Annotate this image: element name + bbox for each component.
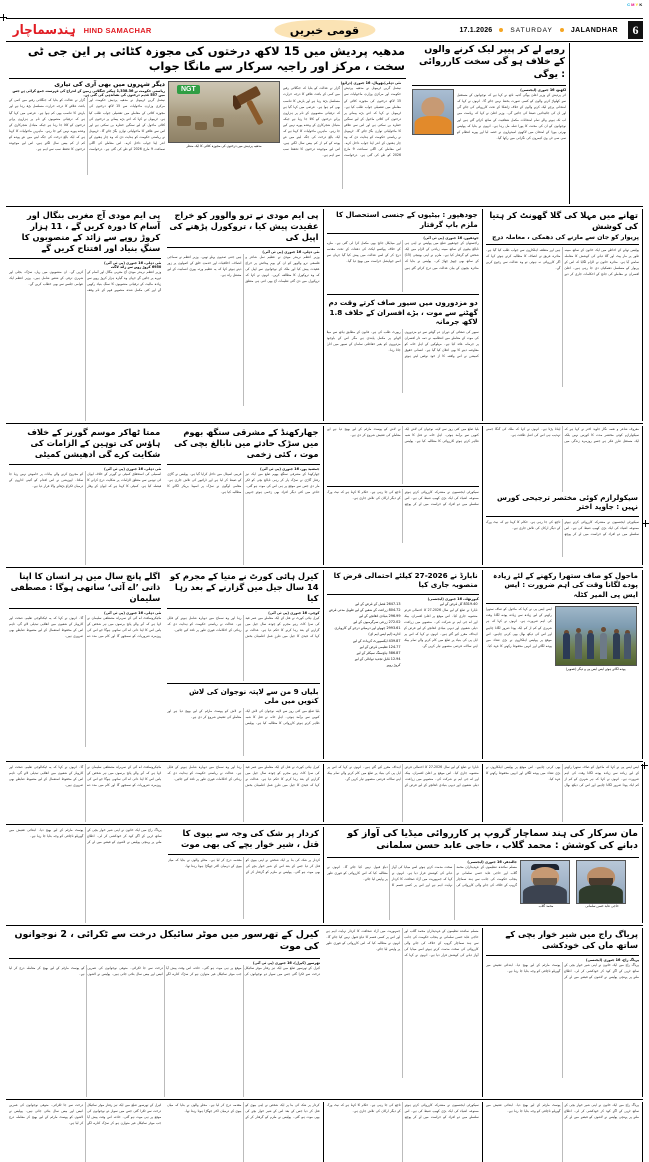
page-number: 6 [628,21,643,39]
nabard-dateline: کپورتھلہ، 16 جنوری (ایجنسی) [427,596,479,601]
environment-photo [555,606,637,666]
face-head [421,97,444,117]
bhairav-body: پریاگ راج میں ایک خاتون نے اپنی شیر خوار بچی کے ساتھ ٹرین کے آگے کود کر خودکشی کر لی۔ اطلاع ملنے پر پہنچی پولیس نے لاشوں کو قبضے میں لے کر پوسٹ مارٹم کے لیے بھیج دیا۔ ابتدائی تفتیش میں گھریلو ناچاقی کو وجہ بتایا جا رہا ہے۔ [485,962,639,979]
band-rule-3 [6,567,643,568]
band-7 [6,928,643,1097]
environment-photo-caption: پودے لگاتے ہوئے ایس ایس پی و دیگر (تصویر) [565,666,626,671]
sewer-body: سیور کی صفائی کے دوران دم گھٹنے سے دو مزدوروں کی موت کے معاملے میں انتظامیہ نے ذمہ دار افسران پر جرمانہ عائد کیا ہے۔ مہلوکین کے اہلِ خانہ کو معاوضہ دینے کا بھی اعلان کیا گیا ہے۔ انسانی حقوق کمیشن نے اس واقعہ کا از خود نوٹس لیتے ہوئے رپورٹ طلب کی ہے۔ قانون کے مطابق ہاتھ سے میلا اٹھانے پر مکمل پابندی ہے مگر اس کے باوجود مزدوروں کو بغیر حفاظتی سامان کے سیور میں اتارا جاتا رہا۔ [326,329,479,359]
nabard-block [324,570,483,759]
lead-photo [168,81,280,143]
rule [327,857,639,858]
figure-label: کل قرض کے لیے [439,601,463,606]
edition-city: JALANDHAR [570,26,618,34]
band-4 [6,570,643,759]
lead-story-block [6,43,409,204]
maan-sarkari-dateline: جالندھر، 16 جنوری (ایجنسی) [467,859,517,864]
person-head-icon [601,627,606,632]
jodhpur-body: راجستھان کے جودھپور ضلع میں پولیس نے اپنی ہی نابالغ بیٹیوں کے ساتھ مبینہ زیادتی کے الزام میں ایک شخص کو گرفتار کیا ہے۔ ملزم نے اپنی بھتیجی (15) کے ساتھ بھی چھیڑ چھاڑ کی۔ پولیس نے بتایا کہ متاثرہ بچیوں کے بیان عدالت میں درج کرائے گئے ہیں اور میڈیکل جانچ بھی مکمل کرا لی گئی ہے۔ ملزم کے خلاف پوکسو ایکٹ کی دفعات کے تحت مقدمہ درج کر کے اسے عدالت میں پیش کیا گیا جہاں سے اسے جوڈیشل حراست میں بھیج دیا گیا۔ [326,241,479,270]
band5-body-4: ایس ایس پی نے کہا کہ ماحول کو صاف ستھرا رکھنے کے لیے زیادہ سے زیادہ پودے لگانا وقت کی اہم ضرورت ہے۔ انہوں نے کہا کہ ہر شہری کو کم از کم ایک پودا ضرور لگانا چاہیے اور اس کی دیکھ بھال بھی کرنی چاہیے۔ اس موقع پر پولیس اہلکاروں نے بڑی تعداد میں پودے لگائے اور انہیں محفوظ رکھنے کا عہد کیا۔ [485,764,639,788]
jodhpur-dateline: جودھپور، 16 جنوری (پی ٹی آئی) [423,236,479,241]
figure-value: 124.77 [388,644,401,649]
cmyk-k: K [639,2,643,7]
maan-sarkari-block [324,827,643,923]
portrait-face [521,861,569,903]
figure-label: تعلیمی قرض کے لیے [359,644,388,649]
police-station-block [483,209,643,421]
band8-col2 [164,1102,323,1162]
band3-misc-body: بلیا ضلع میں کئی روز سے لاپتہ نوجوان کی لاش ایک کنویں سے برآمد ہوئی۔ اہلِ خانہ نے قتل کا شبہ ظاہر کرتے ہوئے کارروائی کا مطالبہ کیا ہے۔ پولیس نے لاش کو پوسٹ مارٹم کے لیے بھیج دیا ہے اور معاملے کی تفتیش شروع کر دی ہے۔ [326,426,479,444]
figure-label: فصل کے قرض کے لیے [355,601,386,606]
band3-misc-block [324,426,483,565]
maan-photo-2 [576,860,626,904]
band8-col4 [483,1102,643,1162]
maan-photo-1-caption: محمد گلاب [538,904,554,909]
band-3 [6,426,643,565]
rule [9,78,406,79]
mamta-block [6,426,164,565]
yogi-story-block [409,43,570,204]
figure-value: 8319.40 [463,601,478,606]
modi-bengal-body: وزیر اعظم نریندر مودی آج مغربی بنگال اور آسام کے دورے پر جائیں گے جہاں وہ گیارہ ہزار کروڑ روپے سے زیادہ مالیت کے ترقیاتی منصوبوں کا سنگِ بنیاد رکھیں گے اور کئی مکمل شدہ منصوبے قوم کے نام وقف کریں گے۔ ان منصوبوں میں ریل، سڑک، بجلی اور شہری ترقی کے شعبے شامل ہیں۔ وزیر اعظم ایک عوامی جلسے سے بھی خطاب کریں گے۔ [9,269,162,293]
band-rule-5 [6,824,643,825]
band-6 [6,827,643,923]
lead-photo-caption: مدھیہ پردیش میں درختوں کی مجوزہ کٹائی کا ایک منظر [186,143,262,148]
band6-body-1: پریاگ راج میں ایک خاتون نے اپنی شیر خوار بچی کے ساتھ ٹرین کے آگے کود کر خودکشی کر لی۔ اطلاع ملنے پر پہنچی پولیس نے لاشوں کو قبضے میں لے کر پوسٹ مارٹم کے لیے بھیج دیا۔ ابتدائی تفتیش میں گھریلو ناچاقی کو وجہ بتایا جا رہا ہے۔ [9,827,162,845]
band5-col4 [483,764,643,822]
mustafa-block [6,570,164,759]
kirdar-body: کردار پر شک کی بنا پر ایک شخص نے اپنی بیوی کو قتل کر دیا جس کے بعد اس کے شیر خوار بچے کی بھی موت ہو گئی۔ پولیس نے ملزم کو گرفتار کر کے مقدمہ درج کر لیا ہے۔ محلے والوں نے بتایا کہ میاں بیوی کے درمیان اکثر جھگڑا ہوتا رہتا تھا۔ [167,857,320,874]
lead-body-right: نیشنل گرین ٹریبونل نے مدھیہ پردیش حکومت اور مرکزی وزارتِ ماحولیات سے 15 لاکھ درختوں کی مجوزہ کٹائی کے معاملے میں تفصیلی جواب طلب کیا ہے۔ ٹریبونل نے کہا کہ اتنے بڑے پیمانے پر درختوں کی کٹائی ماحول کے لیے سنگین خطرہ بن سکتی ہے اور اس سے علاقے کا ماحولیاتی توازن بگڑ جائے گا۔ ٹریبونل نے ریاستی حکومت کو ہدایت دی کہ وہ چار ہفتوں کے اندر اپنا جواب داخل کرے۔ اس معاملے کی اگلی سماعت 9 مارچ 2026 کو طے کی گئی ہے۔ درخواست گزار نے عدالت کو بتایا کہ جنگلاتی رقبے میں کمی کے باعث علاقے کا درجہ حرارت مسلسل بڑھ رہا ہے اور بارش کا تناسب بھی کم ہوا ہے۔ عرضی میں کہا گیا ہے کہ ترقیاتی منصوبوں کے نام پر ہزاروں پرانے درختوں کو کاٹا جا رہا ہے جبکہ متبادل شجرکاری کے وعدے پورے نہیں کیے جا رہے۔ ماہرینِ ماحولیات کا کہنا ہے کہ ایک بالغ درخت کی جگہ لینے میں نئے پودے کو کم از کم بیس سال لگتے ہیں، اس لیے موجودہ درختوں کا تحفظ سب سے اہم ہے۔ [283,86,401,158]
jharkhand-body: جھارکھنڈ کے مشرقی سنگھ بھوم ضلع میں ایک تیز رفتار گاڑی نے سڑک پار کر رہی نابالغ بچی کو ٹکر مار دی جس سے موقع پر ہی اس کی موت ہو گئی۔ حادثے میں کئی دیگر افراد بھی زخمی ہوئے جنہیں قریبی اسپتال میں داخل کرایا گیا ہے۔ پولیس نے گاڑی کو ضبط کر لیا ہے اور ڈرائیور کی تلاش جاری ہے۔ مقامی لوگوں نے سڑک پر اسپیڈ بریکر لگانے کا مطالبہ کیا ہے۔ [167,471,320,495]
secularism-body: سیکورٹی ایجنسیوں نے مشترکہ کارروائی کرتے ہوئے ممنوعہ اشیاء کی ایک بڑی کھیپ ضبط کی ہے۔ اس سلسلے میں دو افراد کو حراست میں لے کر پوچھ تاچھ کی جا رہی ہے۔ حکام کا کہنا ہے کہ نیٹ ورک کے دیگر ارکان کی تلاش جاری ہے۔ [485,519,639,537]
band8-col1 [6,1102,164,1162]
figure-label: بنیادی ڈھانچے کے لیے [359,614,388,619]
environment-body: ایس ایس پی نے کہا کہ ماحول کو صاف ستھرا رکھنے کے لیے زیادہ سے زیادہ پودے لگانا وقت کی اہم ضرورت ہے۔ انہوں نے کہا کہ ہر شہری کو کم از کم ایک پودا ضرور لگانا چاہیے اور اس کی دیکھ بھال بھی کرنی چاہیے۔ اس موقع پر پولیس اہلکاروں نے بڑی تعداد میں پودے لگائے اور انہیں محفوظ رکھنے کا عہد کیا۔ [485,607,552,648]
lead-dateline: نئی دہلی/بھوپال، 16 جنوری (ذرائع) [340,81,401,86]
face-torso [579,885,623,903]
rule [167,247,319,248]
police-station-headline: تھانے میں مہلا کی گلا گھونٹ کر ہتیا کی کوشش [489,210,638,232]
person-figure [624,633,631,659]
section-badge [274,20,375,40]
figure-value: 296.99 [388,614,401,619]
masthead [6,18,643,42]
rule [167,464,319,465]
tree-stump-2 [195,122,207,130]
figure-label: قابلِ تجدید توانائی کے لیے [354,656,390,661]
band-rule-1 [6,206,643,207]
publication-day: SATURDAY [510,26,553,34]
figure-row [327,625,401,637]
tree-stump-3 [213,118,224,127]
band5-col3 [324,764,483,822]
kerala-death-body: کیرل کے تھرسور ضلع میں ایک تیز رفتار موٹر سائیکل درخت سے ٹکرا گئی جس میں سوار دو نوجوانوں کی موقع پر ہی موت ہو گئی۔ حادثہ اس وقت پیش آیا جب موٹر سائیکل غیر متوازن ہو کر سڑک کنارے لگے درخت سے جا ٹکرائی۔ متوفی نوجوانوں کی عمریں انیس اور بیس سال بتائی جاتی ہیں۔ پولیس نے لاشوں کو پوسٹ مارٹم کے لیے بھیج کر معاملہ درج کر لیا ہے۔ [9,965,320,976]
jharkhand-dateline: جمشید پور، 16 جنوری (پی ٹی آئی) [260,466,320,471]
kerala-hc-headline: کیرل ہائی کورٹ نے متیا کے مجرم کو 14 سال جیل میں گزارنے کے بعد رہا کیا [170,570,319,603]
portrait-face [577,861,625,903]
mustafa-dateline: نئی دہلی، 16 جنوری (پی ٹی آئی) [104,610,162,615]
lead-headline: مدھیہ پردیش میں 15 لاکھ درختوں کی مجوزہ کٹائی پر این جی ٹی سخت ، مرکز اور راجیہ سرکار سے مانگا جواب [27,44,405,74]
top-band [6,43,643,204]
mamta-dateline: نئی دہلی، 16 جنوری (پی ٹی آئی) [104,466,162,471]
rule [327,294,479,295]
rule [168,854,321,855]
modi-bengal-headline: پی ایم مودی آج مغربی بنگال اور آسام کا دورہ کریں گے ، 11 ہزار کروڑ روپے سے زائد کے منصوبوں کا سنگِ بنیاد اور افتتاح کریں گے [21,210,161,254]
figure-value: 586.87 [388,650,401,655]
jodhpur-block [324,209,483,421]
masthead-logo-urdu: ہِندسماچار [12,22,76,38]
tree-stump [177,116,191,126]
nabard-headline: نابارڈ نے 2026-27 کیلئے احتمالی قرض کا منصوبہ جاری کیا [333,570,478,590]
figure-label: زراعت کے شعبے کے لیے طویل مدتی قرض [328,607,388,612]
band5-body-2: کیرل ہائی کورٹ نے قتل کے ایک معاملے میں عمر قید کی سزا کاٹ رہے مجرم کو چودہ سال جیل میں گزارنے کے بعد رہا کرنے کا حکم دیا ہے۔ عدالت نے کہا کہ قیدی کا جیل میں طرزِ عمل اطمینان بخش رہا اور وہ سماج میں دوبارہ شامل ہونے کے قابل ہے۔ عدالت نے ریاستی حکومت کو ہدایت دی کہ رہائی کے احکامات فوری طور پر نافذ کیے جائیں۔ [167,764,320,788]
masthead-logo-english: HIND SAMACHAR [83,25,152,35]
maan-photo-1 [520,860,570,904]
mamta-headline: ممتا ٹھاکر موسم گورنر کے خلاف ہاؤس کی توہین کے الزامات کی شکایت کرے گی ادھیشن کمیٹی [27,426,161,459]
lead-subheading: دیگر شہروں میں بھی آری کی تیاری [54,81,165,89]
figure-value: 2647.13 [386,601,401,606]
rule [412,85,566,86]
cmyk-y: Y [635,2,639,7]
band5-col1 [6,764,164,822]
figure-label: ایکسپورٹ کریڈٹ کے لیے [352,638,388,643]
portrait-face [413,90,453,134]
band8-col3 [324,1102,483,1162]
rule [486,516,639,517]
gavel-icon [233,86,273,132]
band3-misc-body-2: سیکورٹی ایجنسیوں نے مشترکہ کارروائی کرتے ہوئے ممنوعہ اشیاء کی ایک بڑی کھیپ ضبط کی ہے۔ اس سلسلے میں دو افراد کو حراست میں لے کر پوچھ تاچھ کی جا رہی ہے۔ حکام کا کہنا ہے کہ نیٹ ورک کے دیگر ارکان کی تلاش جاری ہے۔ [326,489,479,507]
face-robe [415,116,452,134]
nabard-body: نابارڈ نے ضلع کے لیے سال 2026-27 کا احتمالی قرض منصوبہ جاری کیا۔ اس موقع پر اعلیٰ افسران، بینک اور اے جی ایم نے شرکت کی۔ منصوبے میں زراعت، ذیلی شعبوں اور دیہی بنیادی ڈھانچے کے لیے قرض کے اہداف مقرر کیے گئے ہیں۔ انہوں نے کہا کہ اس پی ایل پی کی بنیاد پر ضلع میں کام کرنے والے تمام بینک اپنے سالانہ قرضی منصوبے تیار کریں گے۔ [403,607,478,649]
police-station-body: پولیس تھانے کے احاطے میں ایک خاتون کے ساتھ مبینہ طور پر مار پیٹ اور گلا دبانے کی کوشش کا معاملہ سامنے آیا ہے۔ متاثرہ خاتون نے الزام لگایا کہ اس کے پریوار کو مسلسل دھمکیاں دی جا رہی ہیں۔ اعلیٰ افسران نے معاملے کی جانچ کے احکامات جاری کر دیے ہیں اور متعلقہ اہلکاروں سے جواب طلب کیا گیا ہے۔ متاثرہ فریق نے انصاف کا مطالبہ کرتے ہوئے کہا کہ اگر کارروائی نہ ہوئی تو وہ عدالت سے رجوع کریں گے۔ [485,248,639,277]
section-badge-label: قومی خبریں [289,24,360,37]
kirdar-headline: کردار پر شک کی وجہ سے بیوی کا قتل ، شیر خوار بچے کی بھی موت [181,827,319,849]
rule [9,958,320,959]
bhairav-block [483,928,644,1097]
yogi-photo [412,89,454,135]
kerala-hc-block [164,570,323,759]
figure-value: 2993.61 [386,626,401,631]
band8-body-2: کردار پر شک کی بنا پر ایک شخص نے اپنی بیوی کو قتل کر دیا جس کے بعد اس کے شیر خوار بچے کی بھی موت ہو گئی۔ پولیس نے ملزم کو گرفتار کر کے مقدمہ درج کر لیا ہے۔ محلے والوں نے بتایا کہ میاں بیوی کے درمیان اکثر جھگڑا ہوتا رہتا تھا۔ [167,1102,320,1119]
rule [167,683,319,684]
rule [486,603,639,604]
rule [9,464,161,465]
band7-body-3: مسلم نمائندہ تنظیموں کے عہدیداران محمد گلاب اور حاجی عابد حسن سلمانی نے پنجاب حکومت کی جانب سے ہند سماچار گروپ کے خلاف کی جانے والی کارروائی کی سخت مذمت کرتے ہوئے اسے میڈیا کی آواز دبانے کی کوشش قرار دیا ہے۔ انہوں نے کہا کہ جمہوریت میں آزاد صحافت کا کردار نہایت اہم ہے اور اس پر کسی قسم کا دباؤ قبول نہیں کیا جائے گا۔ انہوں نے مطالبہ کیا کہ اس کارروائی کو فوری طور پر واپس لیا جائے۔ [326,928,479,958]
maan-sarkari-headline: مان سرکار کی ہند سماچار گروپ پر کارروائی میڈیا کی آواز کو دبانے کی کوشش : محمد گلاب ، حاجی عابد حسن سلمانی [347,827,638,852]
jodhpur-headline: جودھپور : بیٹیوں کے جنسی استحصال کا ملزم باپ گرفتار [336,210,478,229]
figure-value: 272.02 [388,620,401,625]
nabard-figures-list [327,601,401,668]
figure-unit: کروڑ روپے [386,663,401,668]
mustafa-headline: اگلے پانچ سال میں ہر انسان کا اپنا ذاتی ’اے آئی‘ ساتھی ہوگا : مصطفی سلیمان [10,570,161,603]
youth-jail-body: بلیا ضلع میں کئی روز سے لاپتہ نوجوان کی لاش ایک کنویں سے برآمد ہوئی۔ اہلِ خانہ نے قتل کا شبہ ظاہر کرتے ہوئے کارروائی کا مطالبہ کیا ہے۔ پولیس نے لاش کو پوسٹ مارٹم کے لیے بھیج دیا ہے اور معاملے کی تفتیش شروع کر دی ہے۔ [167,708,320,725]
secularism-pre-body: معروف شاعر و نغمہ نگار جاوید اختر نے کہا ہے کہ سیکولرازم کوئی مختصر مدت کا کورس نہیں بلکہ ایک مستقل طرزِ فکر ہے جسے روزمرہ زندگی میں اپنانا پڑتا ہے۔ انہوں نے کہا کہ ملک کی گنگا جمنی تہذیب ہی اس کی اصل طاقت ہے۔ [485,426,639,444]
figure-label: ہاؤسنگ سیکٹر کے لیے [356,650,388,655]
figure-label: زرعی سرگرمیوں کے لیے [353,620,388,625]
yogi-headline: روپے لے کر پیپر لیک کرنے والوں کے خلاف ہو گی سخت کارروائی : یوگی [418,44,565,80]
masthead-logo[interactable] [6,24,152,37]
secularism-block [483,426,643,565]
figure-label: چھوٹے اور درمیانے درجے کے کاروباری ادارے (ایم ایس ایم ای) [334,626,401,637]
kerala-death-block [6,928,323,1097]
band-5 [6,764,643,822]
band5-col2 [164,764,323,822]
rule [9,608,161,609]
person-figure [587,633,594,659]
kirdar-block [165,827,325,923]
sewer-headline: دو مزدوروں میں سیور صاف کرتے وقت دم گھٹنے سے موت ، بڑے افسران کے خلاف 1.8 لاکھ جرمانہ [328,298,478,327]
rule [167,608,319,609]
crop-mark-right-upper [642,520,649,527]
band8-body-1: کیرل کے تھرسور ضلع میں ایک تیز رفتار موٹر سائیکل درخت سے ٹکرا گئی جس میں سوار دو نوجوانوں کی موقع پر ہی موت ہو گئی۔ حادثہ اس وقت پیش آیا جب موٹر سائیکل غیر متوازن ہو کر سڑک کنارے لگے درخت سے جا ٹکرائی۔ متوفی نوجوانوں کی عمریں انیس اور بیس سال بتائی جاتی ہیں۔ پولیس نے لاشوں کو پوسٹ مارٹم کے لیے بھیج کر معاملہ درج کر لیا ہے۔ [9,1102,162,1125]
mustafa-body: مائیکروسافٹ اے آئی کے سربراہ مصطفی سلیمان نے کہا ہے کہ آنے والے پانچ برسوں میں ہر شخص کے پاس اس کا اپنا ذاتی اے آئی ساتھی ہوگا جو اس کی روزمرہ ضروریات کو سمجھے گا اور کام میں مدد دے گا۔ انہوں نے کہا کہ یہ ٹیکنالوجی تعلیم، صحت اور کاروبار کے شعبوں میں انقلابی تبدیلی لائے گی، تاہم اس کے محفوظ استعمال کے لیے مضبوط ضابطے بھی ضروری ہیں۔ [9,615,162,638]
band5-body-3: نابارڈ نے ضلع کے لیے سال 2026-27 کا احتمالی قرض منصوبہ جاری کیا۔ اس موقع پر اعلیٰ افسران، بینک اور اے جی ایم نے شرکت کی۔ منصوبے میں زراعت، ذیلی شعبوں اور دیہی بنیادی ڈھانچے کے لیے قرض کے اہداف مقرر کیے گئے ہیں۔ انہوں نے کہا کہ اس پی ایل پی کی بنیاد پر ضلع میں کام کرنے والے تمام بینک اپنے سالانہ قرضی منصوبے تیار کریں گے۔ [326,764,479,788]
rule [486,244,639,245]
rule [327,233,479,234]
figure-value: 439.87 [388,638,401,643]
band-rule-6 [6,925,643,926]
rule [327,594,479,595]
modi-bengal-amount: 6950 کروڑ روپے سے زائد لاگت [110,264,162,269]
rule [486,955,640,956]
kerala-hc-dateline: کوچی، 16 جنوری (پی ٹی آئی) [268,610,320,615]
band-8 [6,1102,643,1162]
yogi-dateline: لکھنؤ، 16 جنوری (ایجنسی) [520,88,566,93]
masthead-meta [459,21,643,39]
yogi-body: اتر پردیش کے وزیر اعلیٰ یوگی آدتیہ ناتھ نے کہا ہے کہ نوجوانوں کے مستقبل سے کھلواڑ کرنے والوں کو کسی صورت بخشا نہیں جائے گا۔ انہوں نے کہا کہ امتحانی پرچے لیک کرنے والوں کے خلاف رَاسُکا کے تحت کارروائی کی جائے گی اور ان کی جائیدادیں ضبط کی جائیں گی۔ وزیر اعلیٰ نے کہا کہ ریاست میں اب تک ہونے والے تمام امتحانات مکمل شفافیت کے ساتھ کرائے گئے ہیں اور نوجوانوں کو ان کی محنت کا پورا صلہ مل رہا ہے۔ انہوں نے بتایا کہ پولیس بھرتی بورڈ کے امتحان میں لاکھوں امیدواروں نے حصہ لیا اور پورے انتظام کو سی سی ٹی وی کیمروں کی نگرانی میں رکھا گیا۔ [457,93,566,140]
band-2 [6,209,643,421]
separator-dot-icon [499,28,503,32]
figure-value: 12.94 [390,656,401,661]
person-figure [563,633,570,659]
band8-body-3: سیکورٹی ایجنسیوں نے مشترکہ کارروائی کرتے ہوئے ممنوعہ اشیاء کی ایک بڑی کھیپ ضبط کی ہے۔ اس سلسلے میں دو افراد کو حراست میں لے کر پوچھ تاچھ کی جا رہی ہے۔ حکام کا کہنا ہے کہ نیٹ ورک کے دیگر ارکان کی تلاش جاری ہے۔ [326,1102,479,1119]
police-station-sub: پریوار کو جان سے مارنے کی دھمکی ، معاملہ درج [492,234,639,242]
cmyk-m: M [631,2,635,7]
youth-jail-headline: بلیاں 9 من سے لاپتہ نوجوان کی لاش کنویں میں ملی [188,686,319,706]
cmyk-c: C [627,2,631,7]
modi-tribute-body: وزیر اعظم نریندر مودی نے عظیم تمل شاعر و فلسفی ترو والوور کو ان کے یومِ پیدائش پر خراج عقیدت پیش کیا اور ملک کے نوجوانوں سے اپیل کی کہ وہ تروکورل کا مطالعہ کریں۔ انہوں نے کہا کہ تروکورل میں دی گئی تعلیمات آج بھی اتنی ہی متعلق ہیں جتنی صدیوں پہلے تھیں۔ وزیر اعظم نے سماجی انصاف، اخلاقیات اور خدمتِ خلق کے اصولوں پر زور دیتے ہوئے کہا کہ یہ عظیم ورثہ پوری انسانیت کے لیے مشعلِ راہ ہے۔ [167,255,320,284]
band5-body-1: مائیکروسافٹ اے آئی کے سربراہ مصطفی سلیمان نے کہا ہے کہ آنے والے پانچ برسوں میں ہر شخص کے پاس اس کا اپنا ذاتی اے آئی ساتھی ہوگا جو اس کی روزمرہ ضروریات کو سمجھے گا اور کام میں مدد دے گا۔ انہوں نے کہا کہ یہ ٹیکنالوجی تعلیم، صحت اور کاروبار کے شعبوں میں انقلابی تبدیلی لائے گی، تاہم اس کے محفوظ استعمال کے لیے مضبوط ضابطے بھی ضروری ہیں۔ [9,764,162,788]
figure-value: 804.72 [388,607,401,612]
modi-bengal-dateline: نئی دہلی، 16 جنوری (پی ٹی آئی) [104,260,162,265]
modi-bengal-block [6,209,164,421]
bhairav-headline: پریاگ راج میں شیر خوار بچی کے ساتھ ماں کی خودکشی [505,928,638,950]
face-torso [523,885,567,903]
mamta-body: اسمبلی کی استحقاق کمیٹی نے گورنر کے خلاف ایوان کی توہین سے متعلق الزامات پر شکایت درج کرانے کا فیصلہ کیا ہے۔ کمیٹی کا کہنا ہے کہ ایوان کے وقار کو مجروح کرنے والے بیانات پر خاموش نہیں رہا جا سکتا۔ اپوزیشن نے اس اقدام کو آئینی اداروں کے درمیان ٹکراؤ بڑھانے والا قرار دیا ہے۔ [9,471,162,488]
cmyk-marks [627,2,643,7]
lead-body-left: نیشنل گرین ٹریبونل نے مدھیہ پردیش حکومت اور مرکزی وزارتِ ماحولیات سے 15 لاکھ درختوں کی مجوزہ کٹائی کے معاملے میں تفصیلی جواب طلب کیا ہے۔ ٹریبونل نے کہا کہ اتنے بڑے پیمانے پر درختوں کی کٹائی ماحول کے لیے سنگین خطرہ بن سکتی ہے اور اس سے علاقے کا ماحولیاتی توازن بگڑ جائے گا۔ ٹریبونل نے ریاستی حکومت کو ہدایت دی کہ وہ چار ہفتوں کے اندر اپنا جواب داخل کرے۔ اس معاملے کی اگلی سماعت 9 مارچ 2026 کو طے کی گئی ہے۔ درخواست گزار نے عدالت کو بتایا کہ جنگلاتی رقبے میں کمی کے باعث علاقے کا درجہ حرارت مسلسل بڑھ رہا ہے اور بارش کا تناسب بھی کم ہوا ہے۔ عرضی میں کہا گیا ہے کہ ترقیاتی منصوبوں کے نام پر ہزاروں پرانے درختوں کو کاٹا جا رہا ہے جبکہ متبادل شجرکاری کے وعدے پورے نہیں کیے جا رہے۔ ماہرینِ ماحولیات کا کہنا ہے کہ ایک بالغ درخت کی جگہ لینے میں نئے پودے کو کم از کم بیس سال لگتے ہیں، اس لیے موجودہ درختوں کا تحفظ سب سے اہم ہے۔ [9,98,165,152]
maan-sarkari-body: مسلم نمائندہ تنظیموں کے عہدیداران محمد گلاب اور حاجی عابد حسن سلمانی نے پنجاب حکومت کی جانب سے ہند سماچار گروپ کے خلاف کی جانے والی کارروائی کی سخت مذمت کرتے ہوئے اسے میڈیا کی آواز دبانے کی کوشش قرار دیا ہے۔ انہوں نے کہا کہ جمہوریت میں آزاد صحافت کا کردار نہایت اہم ہے اور اس پر کسی قسم کا دباؤ قبول نہیں کیا جائے گا۔ انہوں نے مطالبہ کیا کہ اس کارروائی کو فوری طور پر واپس لیا جائے۔ [327,864,517,887]
kerala-hc-body: کیرل ہائی کورٹ نے قتل کے ایک معاملے میں عمر قید کی سزا کاٹ رہے مجرم کو چودہ سال جیل میں گزارنے کے بعد رہا کرنے کا حکم دیا ہے۔ عدالت نے کہا کہ قیدی کا جیل میں طرزِ عمل اطمینان بخش رہا اور وہ سماج میں دوبارہ شامل ہونے کے قابل ہے۔ عدالت نے ریاستی حکومت کو ہدایت دی کہ رہائی کے احکامات فوری طور پر نافذ کیے جائیں۔ [167,615,320,638]
band-rule-2 [6,423,643,424]
separator-dot-icon-2 [560,28,564,32]
environment-block [483,570,643,759]
secularism-headline: سیکولرازم کوئی مختصر ترجیحی کورس نہیں : جاوید اختر [497,492,638,512]
kerala-death-dateline: تھرسور (کیرل)، 16 جنوری (پی ٹی آئی) [252,960,320,965]
environment-headline: ماحول کو صاف ستھرا رکھنے کے لئے زیادہ پودے لگانا وقت کی اہم ضرورت : ایس ایس پی المیر کٹلہ [493,570,638,599]
person-figure [600,633,607,659]
publication-date: 17.1.2026 [459,26,493,34]
lead-stat-note: ریاستی حکومت نے 1,338.36 ہیکٹر جنگلاتی زمین کے اندراج کی فہرست جمع کرائی ہے جس میں 557 قدیم درختوں کی نشاندہی کی گئی ہے۔ [12,89,165,98]
ngt-logo: NGT [177,85,200,94]
band6-col1 [6,827,165,923]
person-figure [575,633,582,659]
modi-tribute-dateline: نئی دہلی، 16 جنوری (پی ٹی آئی) [262,250,320,255]
jharkhand-headline: جھارکھنڈ کے مشرقی سنگھ بھوم میں سڑک حادثے میں نابالغ بچی کی موت ، کئی زخمی [174,426,319,459]
modi-tribute-headline: پی ایم مودی نے ترو والوور کو خراج عقیدت پیش کیا ، تروکورل پڑھنے کی اپیل کی [169,210,319,243]
bhairav-dateline: پریاگ راج، 16 جنوری (ایجنسی) [586,957,639,962]
rule [9,258,161,259]
kerala-death-headline: کیرل کے تھرسور میں موٹر سائیکل درخت سے ٹکرائی ، 2 نوجوانوں کی موت [14,928,319,953]
maan-photo-2-caption: حاجی عابد حسن سلمانی [585,904,619,909]
band-rule-7 [6,1099,643,1100]
jharkhand-block [164,426,323,565]
band8-body-4: پریاگ راج میں ایک خاتون نے اپنی شیر خوار بچی کے ساتھ ٹرین کے آگے کود کر خودکشی کر لی۔ اطلاع ملنے پر پہنچی پولیس نے لاشوں کو قبضے میں لے کر پوسٹ مارٹم کے لیے بھیج دیا۔ ابتدائی تفتیش میں گھریلو ناچاقی کو وجہ بتایا جا رہا ہے۔ [485,1102,639,1119]
modi-tribute-block [164,209,323,421]
person-figure [613,633,620,659]
rule [327,486,479,487]
band7-col3 [323,928,483,1097]
band-rule-4 [6,761,643,762]
